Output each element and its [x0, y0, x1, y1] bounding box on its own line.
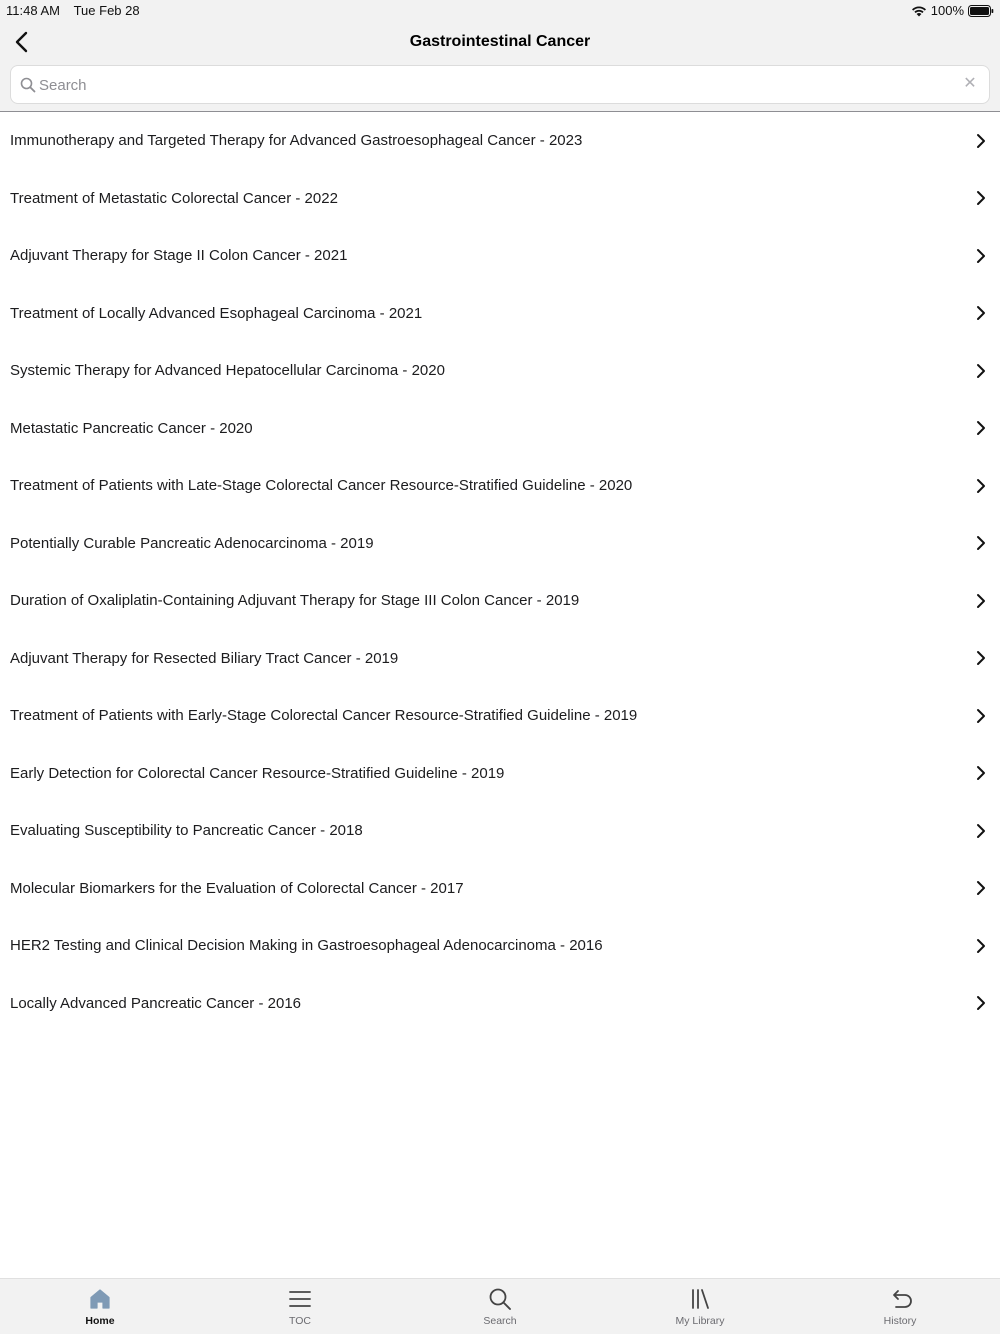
tab-bar [0, 1278, 1000, 1334]
chevron-right-icon [976, 938, 986, 954]
status-right [911, 3, 994, 18]
status-bar [0, 0, 1000, 20]
list-item-label: Treatment of Locally Advanced Esophageal Carcinoma - 2021 [10, 304, 423, 322]
chevron-right-icon [976, 593, 986, 609]
list-item[interactable] [0, 285, 1000, 343]
tab-my-library[interactable] [600, 1279, 800, 1335]
list-item-label: Treatment of Patients with Late-Stage Colorectal Cancer Resource-Stratified Guideline - 2020 [10, 477, 633, 495]
chevron-right-icon [976, 880, 986, 896]
page-title: Gastrointestinal Cancer [409, 33, 591, 50]
list-item-label: Duration of Oxaliplatin-Containing Adjuvant Therapy for Stage III Colon Cancer - 2019 [10, 592, 580, 610]
list-item[interactable] [0, 572, 1000, 630]
chevron-right-icon [976, 535, 986, 551]
list-item[interactable] [0, 515, 1000, 573]
list-item[interactable] [0, 802, 1000, 860]
tab-search[interactable] [400, 1279, 600, 1335]
list-item[interactable] [0, 457, 1000, 515]
list-item-label: Molecular Biomarkers for the Evaluation of Colorectal Cancer - 2017 [10, 879, 464, 897]
battery-percent: 100% [930, 3, 964, 18]
chevron-right-icon [976, 190, 986, 206]
tab-label: Home [85, 1315, 115, 1327]
tab-label: TOC [289, 1315, 311, 1327]
list-item[interactable] [0, 917, 1000, 975]
chevron-right-icon [976, 708, 986, 724]
chevron-right-icon [976, 478, 986, 494]
history-icon [888, 1287, 912, 1311]
battery-icon [968, 5, 994, 17]
navigation-bar [0, 20, 1000, 112]
search-input[interactable] [39, 72, 959, 98]
chevron-right-icon [976, 420, 986, 436]
list-item[interactable] [0, 745, 1000, 803]
list-item-label: Locally Advanced Pancreatic Cancer - 2016 [10, 994, 302, 1012]
chevron-right-icon [976, 363, 986, 379]
wifi-icon [911, 5, 927, 17]
list-item[interactable] [0, 975, 1000, 1033]
list-item-label: Treatment of Patients with Early-Stage Colorectal Cancer Resource-Stratified Guideline - 2019 [10, 707, 638, 725]
list-item[interactable] [0, 400, 1000, 458]
chevron-right-icon [976, 133, 986, 149]
menu-icon [288, 1287, 312, 1311]
status-time: 11:48 AM [6, 3, 60, 18]
list-item-label: Immunotherapy and Targeted Therapy for Advanced Gastroesophageal Cancer - 2023 [10, 132, 583, 150]
list-item[interactable] [0, 630, 1000, 688]
chevron-right-icon [976, 823, 986, 839]
list-item[interactable] [0, 342, 1000, 400]
list-item-label: Metastatic Pancreatic Cancer - 2020 [10, 419, 253, 437]
list-item-label: Early Detection for Colorectal Cancer Resource-Stratified Guideline - 2019 [10, 764, 505, 782]
list-item-label: Adjuvant Therapy for Stage II Colon Cancer - 2021 [10, 247, 348, 265]
list-item[interactable] [0, 860, 1000, 918]
chevron-right-icon [976, 305, 986, 321]
chevron-right-icon [976, 995, 986, 1011]
guideline-list [0, 112, 1000, 1032]
chevron-right-icon [976, 248, 986, 264]
list-item-label: Evaluating Susceptibility to Pancreatic Cancer - 2018 [10, 822, 363, 840]
tab-home[interactable] [0, 1279, 200, 1335]
library-icon [688, 1287, 712, 1311]
clear-icon[interactable]: ✕ [963, 75, 977, 92]
chevron-right-icon [976, 650, 986, 666]
list-item[interactable] [0, 170, 1000, 228]
tab-label: Search [483, 1315, 517, 1327]
chevron-right-icon [976, 765, 986, 781]
tab-label: My Library [675, 1315, 725, 1327]
list-item-label: HER2 Testing and Clinical Decision Making in Gastroesophageal Adenocarcinoma - 2016 [10, 937, 603, 955]
list-item-label: Potentially Curable Pancreatic Adenocarcinoma - 2019 [10, 534, 374, 552]
list-item-label: Adjuvant Therapy for Resected Biliary Tract Cancer - 2019 [10, 649, 399, 667]
tab-toc[interactable] [200, 1279, 400, 1335]
tab-history[interactable] [800, 1279, 1000, 1335]
list-item[interactable] [0, 687, 1000, 745]
status-left [6, 3, 140, 18]
list-item[interactable] [0, 227, 1000, 285]
tab-label: History [883, 1315, 917, 1327]
list-item[interactable] [0, 112, 1000, 170]
list-item-label: Systemic Therapy for Advanced Hepatocellular Carcinoma - 2020 [10, 362, 445, 380]
status-date: Tue Feb 28 [73, 3, 140, 18]
list-item-label: Treatment of Metastatic Colorectal Cancer - 2022 [10, 189, 338, 207]
search-icon [488, 1287, 512, 1311]
home-icon [88, 1287, 112, 1311]
search-icon [20, 77, 36, 93]
search-bar[interactable] [10, 65, 990, 104]
